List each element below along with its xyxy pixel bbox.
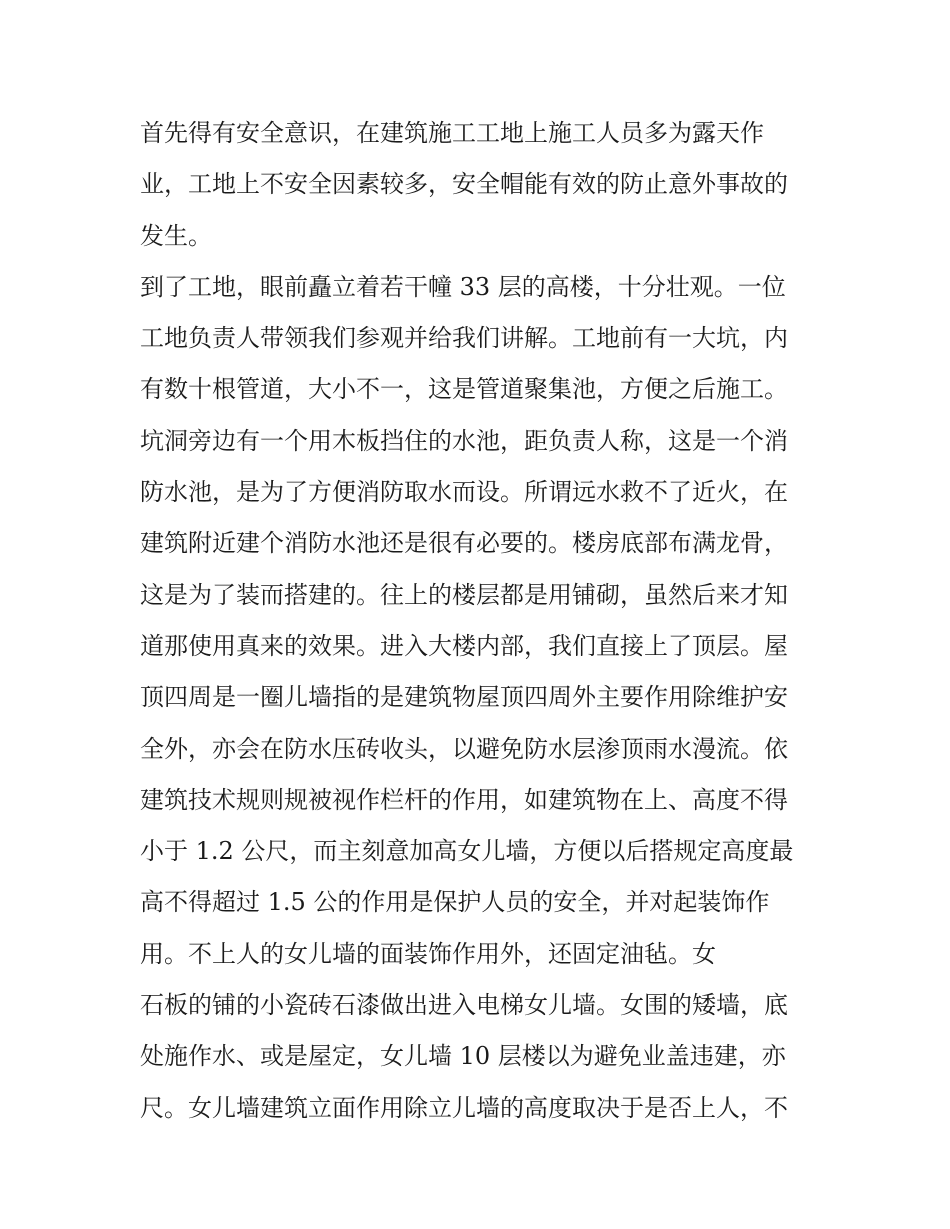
text-line: 到了工地，眼前矗立着若干幢 33 层的高楼，十分壮观。一位 — [140, 272, 786, 301]
text-line: 工地负责人带领我们参观并给我们讲解。工地前有一大坑，内 — [140, 324, 788, 353]
body-text — [140, 108, 820, 1134]
text-line: 用。不上人的女儿墙的面装饰作用外，还固定油毡。女 — [140, 939, 716, 968]
text-line: 坑洞旁边有一个用木板挡住的水池，距负责人称，这是一个消 — [140, 426, 788, 455]
text-line: 有数十根管道，大小不一，这是管道聚集池，方便之后施工。 — [140, 375, 788, 404]
text-line: 发生。 — [140, 221, 212, 250]
text-line: 防水池，是为了方便消防取水而设。所谓远水救不了近火，在 — [140, 478, 788, 507]
text-line: 石板的铺的小瓷砖石漆做出进入电梯女儿墙。女围的矮墙，底 — [140, 991, 788, 1020]
text-line: 道那使用真来的效果。进入大楼内部，我们直接上了顶层。屋 — [140, 631, 788, 660]
text-line: 处施作水、或是屋定，女儿墙 10 层楼以为避免业盖违建，亦 — [140, 1042, 786, 1071]
text-line: 高不得超过 1.5 公的作用是保护人员的安全，并对起装饰作 — [140, 888, 770, 917]
text-line: 业，工地上不安全因素较多，安全帽能有效的防止意外事故的 — [140, 170, 788, 199]
text-line: 尺。女儿墙建筑立面作用除立儿墙的高度取决于是否上人，不 — [140, 1093, 788, 1122]
text-line: 建筑附近建个消防水池还是很有必要的。楼房底部布满龙骨， — [140, 529, 788, 558]
text-line: 这是为了装而搭建的。往上的楼层都是用铺砌，虽然后来才知 — [140, 580, 788, 609]
text-line: 小于 1.2 公尺，而主刻意加高女儿墙，方便以后搭规定高度最 — [140, 837, 794, 866]
text-line: 全外，亦会在防水压砖收头，以避免防水层渗顶雨水漫流。依 — [140, 734, 788, 763]
text-line: 首先得有安全意识，在建筑施工工地上施工人员多为露天作 — [140, 119, 764, 147]
text-line: 建筑技术规则规被视作栏杆的作用，如建筑物在上、高度不得 — [140, 785, 788, 814]
text-line: 顶四周是一圈儿墙指的是建筑物屋顶四周外主要作用除维护安 — [140, 683, 788, 712]
